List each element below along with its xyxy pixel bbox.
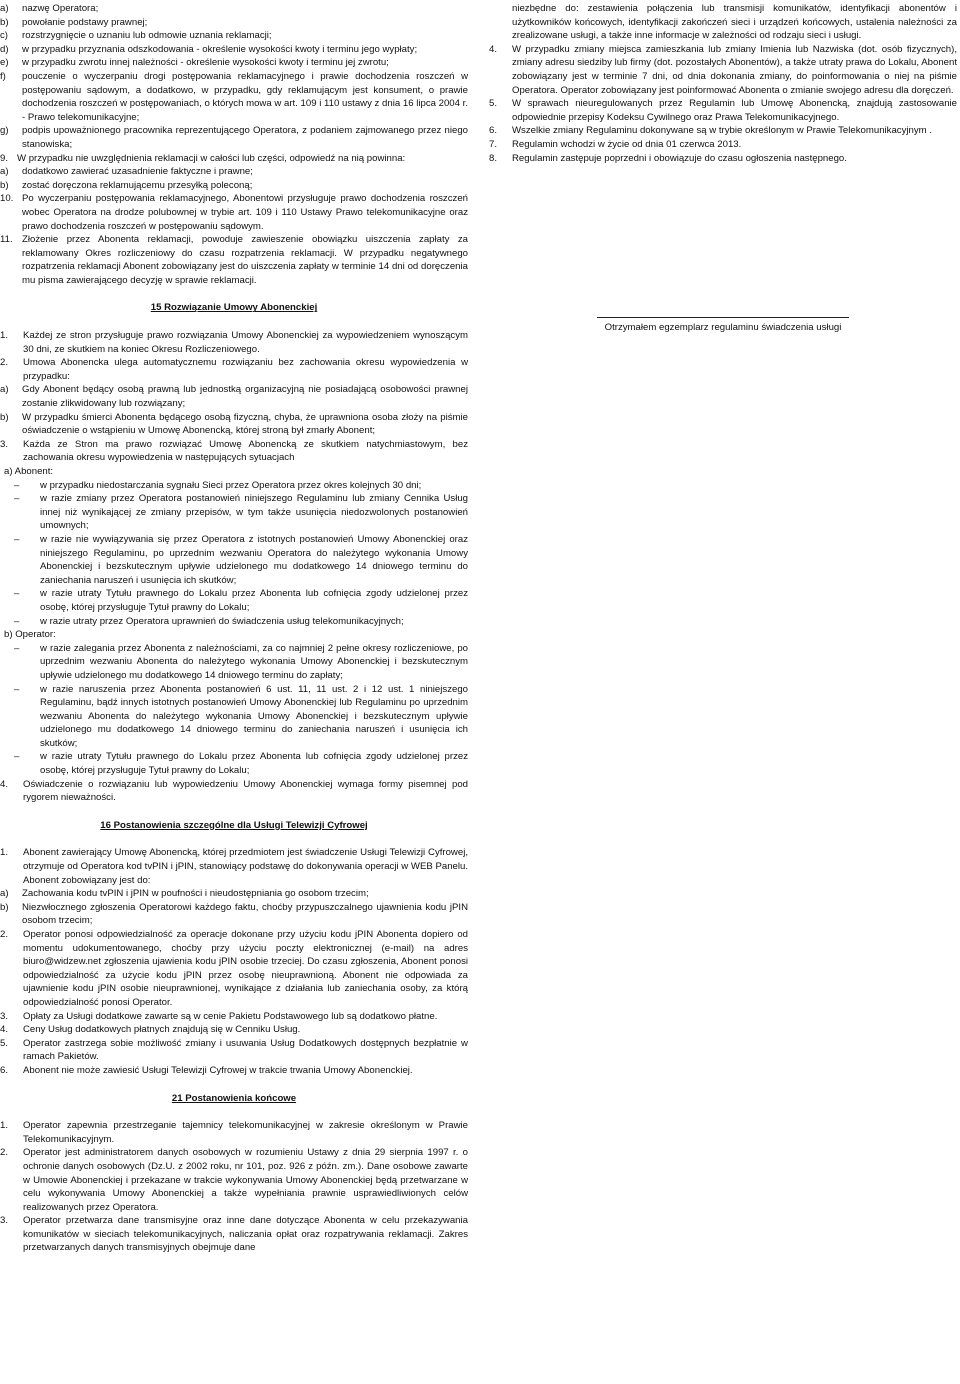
dash-bullet-icon: – [14, 533, 20, 545]
sub-label: a) Abonent: [4, 466, 54, 477]
list-item: 5. Operator zastrzega sobie możliwość zmiany i usuwania Usług Dodatkowych dostępnych bezpłatnie w ramach Pakietów. [0, 1037, 468, 1063]
dash-bullet-icon: – [14, 642, 20, 654]
list-item: 2. Umowa Abonencka ulega automatycznemu rozwiązaniu bez zachowania okresu wypowiedzenia w przypadku: [0, 357, 468, 382]
list-item: f) pouczenie o wyczerpaniu drogi postępowania reklamacyjnego i prawie dochodzenia roszczeń w postępowaniu sądowym, a dodatkowo, w przypadku, gdy reklamującym jest konsument, o prawie dochodzenia roszczeń w postępowaniach, o których mowa w art. 109 i 110 ustawy z dnia 16 lipca 2004 r. - Prawo telekomunikacyjne; [0, 70, 468, 123]
paragraph-11: 11. Złożenie przez Abonenta reklamacji, powoduje zawieszenie obowiązku uiszczenia zapłaty za reklamowany Okres rozliczeniowy do czasu rozpatrzenia reklamacji. W przypadku negatywnego rozpatrzenia reklamacji Abonent zobowiązany jest do uiszczenia zapłaty w terminie 14 dni od doręczenia mu pisma zawierającego decyzję w sprawie reklamacji. [0, 234, 468, 286]
dash-bullet-icon: – [14, 615, 20, 627]
sub-label: b) Operator: [4, 629, 56, 641]
list-item: 5. W sprawach nieuregulowanych przez Regulamin lub Umowę Abonencką, znajdują zastosowanie odpowiednie przepisy Kodeksu Cywilnego oraz Prawa Telekomunikacyjnego. [489, 98, 957, 123]
paragraph-9: 9. W przypadku nie uwzględnienia reklamacji w całości lub części, odpowiedź na nią powinna: [0, 152, 406, 164]
list-item: 4. Oświadczenie o rozwiązaniu lub wypowiedzeniu Umowy Abonenckiej wymaga formy pisemnej pod rygorem nieważności. [0, 778, 468, 804]
list-item: – w razie naruszenia przez Abonenta postanowień 6 ust. 11, 11 ust. 2 i 12 ust. 1 niniejszego Regulaminu, bądź innych istotnych postanowień Umowy Abonenckiej lub Regulaminu po uprzednim wezwaniu Abonenta do należytego wykonania Umowy Abonenckiej i bezskutecznym upływie udzielonego mu dodatkowego 14 dniowego terminu do zaniechania naruszeń i usunięcia ich skutków; [14, 683, 468, 749]
dash-bullet-icon: – [14, 479, 20, 491]
left-column [0, 2, 468, 1255]
paragraph-10: 10. Po wyczerpaniu postępowania reklamacyjnego, Abonentowi przysługuje prawo dochodzenia roszczeń wobec Operatora na drodze polubownej w trybie art. 109 i 110 Ustawy Prawo telekomunikacyjne oraz prawo dochodzenia roszczeń w postępowaniu sądowym. [0, 193, 468, 232]
list-item: 2. Operator jest administratorem danych osobowych w rozumieniu Ustawy z dnia 29 sierpnia 1997 r. o ochronie danych osobowych (Dz.U. z 2002 roku, nr 101, poz. 926 z późn. zm.). Dane osobowe zawarte w Umowie Abonenckiej i przekazane w trakcie wykonywania Umowy Abonenckiej będą przetwarzane w celu wykonywania Umowy Abonenckiej a także wypełniania prawnie usprawiedliwionych celów realizowanych przez Operatora. [0, 1147, 468, 1213]
list-item: 7. Regulamin wchodzi w życie od dnia 01 czerwca 2013. [489, 138, 742, 150]
list-item: 4. W przypadku zmiany miejsca zamieszkania lub zmiany Imienia lub Nazwiska (dot. osób fizycznych), zmiany adresu siedziby lub firmy (dot. pozostałych Abonentów), a także utraty prawa do Lokalu, Abonent zobowiązany jest w terminie 7 dni, od dnia dokonania zmiany, do poinformowania o niej na piśmie Operatora. Operator zobowiązany jest poinformować Abonenta o zmianie swojego adresu dla doręczeń. [489, 43, 957, 96]
right-column [489, 2, 957, 165]
signature-caption: Otrzymałem egzemplarz regulaminu świadczenia usługi [604, 322, 842, 333]
dash-bullet-icon: – [14, 751, 20, 763]
paragraph-continuation: niezbędne do: zestawienia połączenia lub transmisji komunikatów, identyfikacji abonentów i użytkowników końcowych, identyfikacji zakończeń sieci i urządzeń końcowych, ustalenia należności za zrealizowane usługi, a także inne informacje w zależności od rodzaju sieci i usługi. [512, 3, 957, 42]
list-item: 3. Operator przetwarza dane transmisyjne oraz inne dane dotyczące Abonenta w celu przekazywania komunikatów w sieciach telekomunikacyjnych, naliczania opłat oraz rozpatrywania reklamacji. Zakres przetwarzanych danych transmisyjnych obejmuje dane [0, 1215, 468, 1254]
list-item: c) rozstrzygnięcie o uznaniu lub odmowie uznania reklamacji; [0, 30, 272, 42]
list-item: e) w przypadku zwrotu innej należności - określenie wysokości kwoty i terminu jej zwrotu; [0, 57, 389, 69]
list-item: b) Niezwłocznego zgłoszenia Operatorowi każdego faktu, choćby przypuszczalnego ujawnienia kodu jPIN osobom trzecim; [0, 901, 468, 927]
section-heading: 15 Rozwiązanie Umowy Abonenckiej [150, 302, 318, 314]
list-item: 6. Wszelkie zmiany Regulaminu dokonywane są w trybie określonym w Prawie Telekomunikacyjnym . [489, 125, 932, 137]
list-item: g) podpis upoważnionego pracownika reprezentującego Operatora, z podaniem zajmowanego przez niego stanowiska; [0, 125, 468, 150]
list-item: 1. Każdej ze stron przysługuje prawo rozwiązania Umowy Abonenckiej za wypowiedzeniem wynoszącym 30 dni, ze skutkiem na koniec Okresu Rozliczeniowego. [0, 330, 468, 355]
list-item: a) Zachowania kodu tvPIN i jPIN w poufności i nieudostępniania go osobom trzecim; [0, 888, 369, 900]
dash-bullet-icon: – [14, 588, 20, 600]
list-item: a) nazwę Operatora; [0, 3, 99, 14]
list-item: b) W przypadku śmierci Abonenta będącego osobą fizyczną, chyba, że uprawniona osoba złoży na piśmie oświadczenie o wstąpieniu w Umowę Abonencką, której stroną był zmarły Abonent; [0, 411, 468, 437]
list-item: – w przypadku niedostarczania sygnału Sieci przez Operatora przez okres kolejnych 30 dni; [14, 479, 422, 491]
list-item: – w razie nie wywiązywania się przez Operatora z istotnych postanowień Umowy Abonenckiej oraz niniejszego Regulaminu, po uprzednim wezwaniu Operatora do należytego wykonania Umowy Abonenckiej i bezskutecznym upływie udzielonego mu dodatkowego 14 dniowego terminu do zaniechania naruszeń i usunięcia ich skutków; [14, 533, 468, 586]
list-item: 1. Abonent zawierający Umowę Abonencką, której przedmiotem jest świadczenie Usługi Telewizji Cyfrowej, otrzymuje od Operatora kod tvPIN i jPIN, stanowiący podstawę do dokonywania operacji w WEB Panelu. Abonent zobowiązany jest do: [0, 847, 468, 886]
list-item: 4. Ceny Usług dodatkowych płatnych znajdują się w Cenniku Usług. [0, 1024, 301, 1036]
list-item: – w razie utraty Tytułu prawnego do Lokalu przez Abonenta lub cofnięcia zgody udzielonej przez osobę, której przysługuje Tytuł prawny do Lokalu; [14, 751, 468, 777]
list-item: 3. Każda ze Stron ma prawo rozwiązać Umowę Abonencką ze skutkiem natychmiastowym, bez zachowania okresu wypowiedzenia w następujących sytuacjach [0, 438, 468, 464]
signature-line [597, 317, 849, 318]
section-heading: 21 Postanowienia końcowe [171, 1092, 297, 1104]
list-item: – w razie utraty przez Operatora uprawnień do świadczenia usług telekomunikacyjnych; [14, 615, 404, 627]
list-item: 3. Opłaty za Usługi dodatkowe zawarte są w cenie Pakietu Podstawowego lub są dodatkowo płatne. [0, 1010, 438, 1022]
list-item: b) powołanie podstawy prawnej; [0, 16, 148, 28]
list-item: 1. Operator zapewnia przestrzeganie tajemnicy telekomunikacyjnej w zakresie określonym w Prawie Telekomunikacyjnym. [0, 1120, 468, 1145]
dash-bullet-icon: – [14, 493, 20, 505]
list-item: – w razie zmiany przez Operatora postanowień niniejszego Regulaminu lub zmiany Cennika Usług innej niż wynikającej ze zmiany przepisów, w tym także usunięcia niedozwolonych postanowień umownych; [14, 493, 468, 532]
section-heading: 16 Postanowienia szczególne dla Usługi Telewizji Cyfrowej [100, 819, 368, 831]
list-item: – w razie utraty Tytułu prawnego do Lokalu przez Abonenta lub cofnięcia zgody udzielonej przez osobę, której przysługuje Tytuł prawny do Lokalu; [14, 588, 468, 613]
dash-bullet-icon: – [14, 683, 20, 695]
list-item: a) dodatkowo zawierać uzasadnienie faktyczne i prawne; [0, 166, 253, 178]
list-item: b) zostać doręczona reklamującemu przesyłką poleconą; [0, 179, 253, 191]
list-item: a) Gdy Abonent będący osobą prawną lub jednostką organizacyjną nie posiadającą osobowości prawnej zostanie zlikwidowany lub rozwiązany; [0, 384, 468, 410]
list-item: – w razie zalegania przez Abonenta z należnościami, za co najmniej 2 pełne okresy rozliczeniowe, po uprzednim wezwaniu Abonenta do należytego wykonania Umowy Abonenckiej i bezskutecznym upływie udzielonego mu dodatkowego 14 dniowego terminu do zapłaty; [14, 642, 468, 681]
list-item: 8. Regulamin zastępuje poprzedni i obowiązuje do czasu ogłoszenia następnego. [489, 152, 847, 164]
list-item: 2. Operator ponosi odpowiedzialność za operacje dokonane przy użyciu kodu jPIN Abonenta dopiero od momentu udokumentowanego, choćby przy użyciu poczty elektronicznej (e-mail) na adres biuro@widzew.net zgłoszenia ujawienia kodu jPIN osobie trzeciej. Do czasu zgłoszenia, Abonent ponosi odpowiedzialność za użycie kodu jPIN przez osobę nieuprawnioną. Abonent nie odpowiada za ujawnienie kodu jPIN osobie nieuprawnionej, wynikające z działania lub zaniechania osoby, za którą odpowiedzialność ponosi Operator. [0, 929, 468, 1008]
list-item: d) w przypadku przyznania odszkodowania - określenie wysokości kwoty i terminu jego wypłaty; [0, 43, 418, 55]
list-item: 6. Abonent nie może zawiesić Usługi Telewizji Cyfrowej w trakcie trwania Umowy Abonenckiej. [0, 1064, 413, 1076]
